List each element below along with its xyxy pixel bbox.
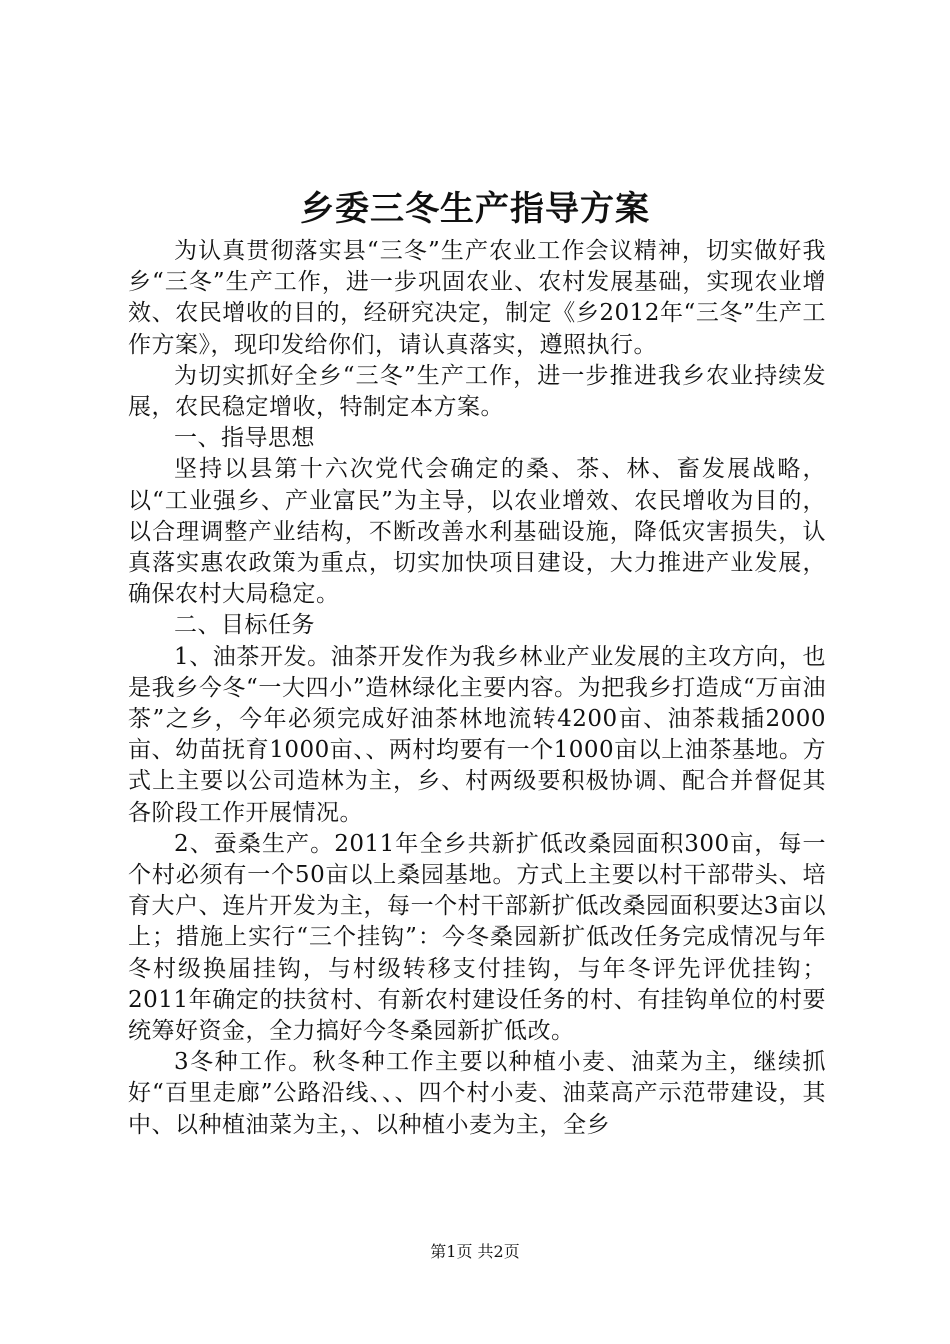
- paragraph-guiding-thought: 坚持以县第十六次党代会确定的桑、茶、林、畜发展战略，以“工业强乡、产业富民”为主导，以农业增效、农民增收为目的，以合理调整产业结构，不断改善水利基础设施，降低灾害损失，认真落实惠农政策为重点，切实加快项目建设，大力推进产业发展，确保农村大局稳定。: [128, 456, 826, 608]
- section-heading-targets: 二、目标任务: [174, 612, 315, 639]
- paragraph-intro: 为认真贯彻落实县“三冬”生产农业工作会议精神，切实做好我乡“三冬”生产工作，进一步巩固农业、农村发展基础，实现农业增效、农民增收的目的，经研究决定，制定《乡2012年“三冬”生产工作方案》，现印发给你们，请认真落实，遵照执行。: [128, 238, 826, 358]
- paragraph-winter-planting: 3冬种工作。秋冬种工作主要以种植小麦、油菜为主，继续抓好“百里走廊”公路沿线、、、四个村小麦、油菜高产示范带建设，其中、以种植油菜为主，、以种植小麦为主，全乡: [128, 1049, 826, 1138]
- document-body: [128, 236, 826, 1141]
- document-title: 乡委三冬生产指导方案: [300, 189, 650, 229]
- page-footer: 第1页 共2页: [430, 1242, 520, 1261]
- paragraph-sericulture: 2、蚕桑生产。2011年全乡共新扩低改桑园面积300亩，每一个村必须有一个50亩以上桑园基地。方式上主要以村干部带头、培育大户、连片开发为主，每一个村干部新扩低改桑园面积要达3亩以上；措施上实行“三个挂钩”：今冬桑园新扩低改任务完成情况与年冬村级换届挂钩，与村级转移支付挂钩，与年冬评先评优挂钩；2011年确定的扶贫村、有新农村建设任务的村、有挂钩单位的村要统筹好资金，全力搞好今冬桑园新扩低改。: [128, 830, 826, 1045]
- paragraph-purpose: 为切实抓好全乡“三冬”生产工作，进一步推进我乡农业持续发展，农民稳定增收，特制定本方案。: [128, 362, 826, 421]
- section-heading-guiding-thought: 一、指导思想: [174, 425, 315, 452]
- paragraph-oil-tea: 1、油茶开发。油茶开发作为我乡林业产业发展的主攻方向，也是我乡今冬“一大四小”造林绿化主要内容。为把我乡打造成“万亩油茶”之乡，今年必须完成好油茶林地流转4200亩、油茶栽插2000亩、幼苗抚育1000亩、、两村均要有一个1000亩以上油茶基地。方式上主要以公司造林为主，乡、村两级要积极协调、配合并督促其各阶段工作开展情况。: [128, 643, 826, 826]
